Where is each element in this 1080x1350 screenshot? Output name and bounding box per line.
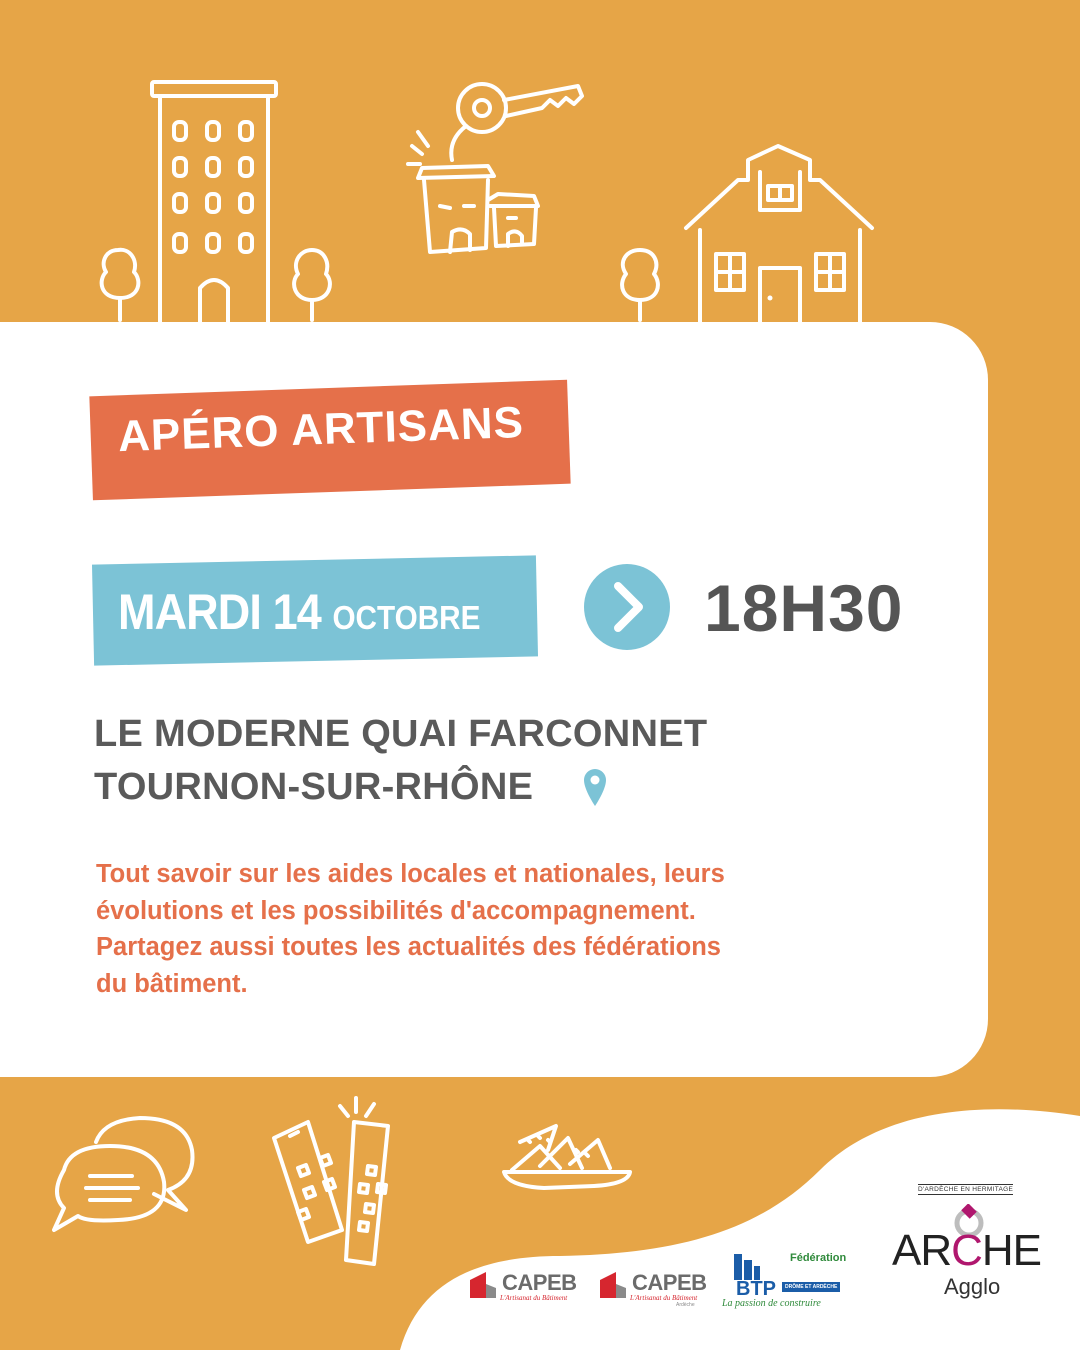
event-description [96,856,856,1002]
capeb-name: CAPEB [632,1270,707,1295]
btp-federation: Fédération [790,1252,847,1264]
snack-plate-icon [504,1126,630,1188]
venue-city: TOURNON-SUR-RHÔNE [94,766,534,808]
btp-logo [722,1248,858,1312]
tree-icon [294,250,330,320]
btp-name: BTP [736,1278,776,1300]
capeb-tagline: L'Artisanat du Bâtiment [500,1294,568,1302]
capeb-name: CAPEB [502,1270,577,1295]
arche-name-accent: C [951,1226,982,1275]
cheers-glasses-icon [274,1098,388,1264]
description-line: Partagez aussi toutes les actualités des fédérations [96,933,721,961]
house-icon [686,146,872,322]
capeb-logo [464,1266,576,1312]
location-pin-icon [582,766,608,808]
chevron-right-icon [584,564,670,650]
key-house-icon [408,84,582,252]
capeb-tagline: L'Artisanat du Bâtiment [630,1294,698,1302]
venue-name: LE MODERNE QUAI FARCONNET [94,713,708,755]
arche-subtitle: Agglo [944,1274,1001,1299]
arche-name-part: HE [981,1226,1042,1275]
tree-icon [622,250,658,320]
arche-agglo-logo [888,1182,1048,1308]
chat-bubbles-icon [54,1118,193,1230]
event-title: APÉRO ARTISANS [117,397,525,462]
description-line: Tout savoir sur les aides locales et nationales, leurs [96,860,725,888]
event-time: 18H30 [704,571,904,645]
capeb-subtitle: Ardèche [676,1302,695,1308]
time-arrow [584,564,670,650]
building-icon [152,82,276,322]
tree-icon [102,250,139,320]
btp-tagline: La passion de construire [722,1298,821,1309]
description-line: évolutions et les possibilités d'accompagnement. [96,896,696,925]
capeb-mark-icon [468,1270,498,1300]
capeb-ardeche-logo [594,1266,706,1312]
description-line: du bâtiment. [96,969,248,998]
top-illustrations [0,0,1080,330]
arche-name-part: AR [892,1226,952,1275]
btp-region: DRÔME ET ARDÈCHE [782,1282,840,1292]
event-date-month: OCTOBRE [332,599,481,636]
event-date-main: MARDI 14 [118,584,321,640]
capeb-mark-icon [598,1270,628,1300]
arche-tagline: D'ARDÈCHE EN HERMITAGE [918,1186,1014,1193]
arche-name [892,1226,1041,1276]
event-date [118,583,480,641]
